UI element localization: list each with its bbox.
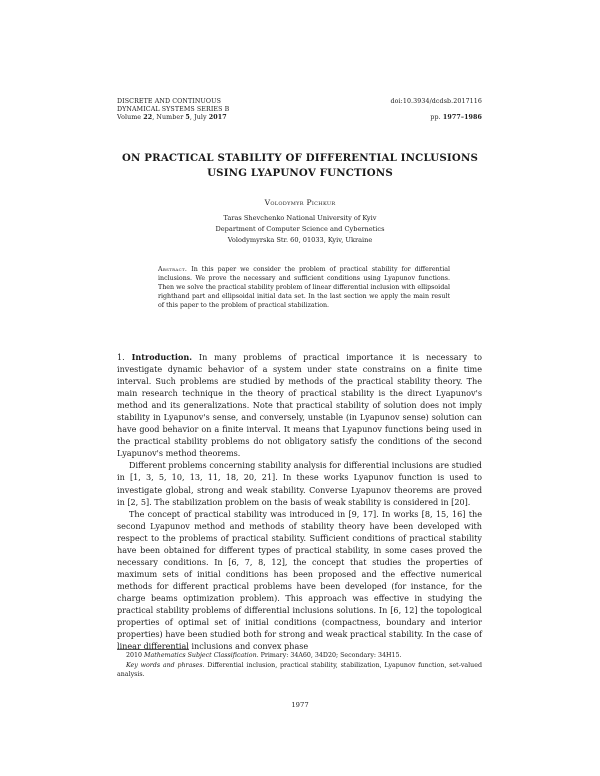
section-heading: Introduction. [131, 352, 193, 362]
section-number: 1. [117, 352, 125, 362]
author-name: Volodymyr Pichkur [264, 198, 336, 207]
msc-footnote: 2010 Mathematics Subject Classification. Primary: 34A60, 34D20; Secondary: 34H15. [126, 652, 402, 659]
journal-name-line1: DISCRETE AND CONTINUOUS [117, 98, 221, 105]
affiliation-line2: Department of Computer Science and Cybernetics [215, 225, 385, 233]
footnotes [117, 651, 482, 680]
keywords-footnote: Key words and phrases. Differential inclusion, practical stability, stabilization, Lyapunov function, set-valued analysis. [117, 661, 482, 679]
doi-block [300, 98, 482, 122]
affiliation-line1: Taras Shevchenko National University of Kyiv [223, 214, 377, 222]
affiliation-line3: Volodymyrska Str. 60, 01033, Kyiv, Ukraine [227, 236, 373, 244]
volume-line: Volume 22, Number 5, July 2017 [117, 114, 227, 122]
title-line2: USING LYAPUNOV FUNCTIONS [207, 167, 393, 179]
introduction-section [117, 351, 482, 652]
intro-paragraph-3: The concept of practical stability was introduced in [9, 17]. In works [8, 15, 16] the second Lyapunov method and methods of stability theory have been developed with respect to the problems of practical stability. Sufficient conditions of practical stability have been obtained for different types of practical stability, in some cases proved the necessary conditions. In [6, 7, 8, 12], the concept that studies the properties of maximum sets of initial conditions has been proposed and the effective numerical methods for different practical problems have been developed (for instance, for the charge beams optimization problem). This approach was effective in studying the practical stability problems of differential inclusions solutions. In [6, 12] the topological properties of optimal set of initial conditions (compactness, boundary and interior properties) have been studied both for strong and weak practical stability. In the case of linear differential inclusions and convex phase [117, 508, 482, 652]
intro-paragraph-1: 1. Introduction. In many problems of practical importance it is necessary to investigate dynamic behavior of a system under state constrains on a finite time interval. Such problems are studied by methods of the practical stability theory. The main research technique in the theory of practical stability is the direct Lyapunov's method and its generalizations. Note that practical stability of solution does not imply stability in Lyapunov's sense, and conversely, unstable (in Lyapunov sense) solution can have good behavior on a finite interval. It means that Lyapunov functions being used in the practical stability problems do not obligatory satisfy the conditions of the second Lyapunov's method theorems. [117, 352, 483, 459]
footnote-rule [117, 649, 189, 650]
intro-paragraph-2: Different problems concerning stability analysis for differential inclusions are studied in [1, 3, 5, 10, 13, 11, 18, 20, 21]. In these works Lyapunov function is used to investigate global, strong and weak stability. Converse Lyapunov theorems are proved in [2, 5]. The stabilization problem on the basis of weak stability is considered in [20]. [117, 460, 482, 507]
journal-name-line2: DYNAMICAL SYSTEMS SERIES B [117, 106, 230, 114]
page-range: pp. 1977–1986 [430, 114, 482, 122]
abstract-text: In this paper we consider the problem of practical stability for differential inclusions. We prove the necessary and sufficient conditions using Lyapunov functions. Then we solve the practical stability problem of linear differential inclusion with ellipsoidal righthand part and ellipsoidal initial data set. In the last section we apply the main result of this paper to the problem of practical stabilization. [158, 266, 450, 310]
doi: doi:10.3934/dcdsb.2017116 [390, 98, 482, 105]
journal-header [117, 98, 229, 123]
abstract-label: Abstract. [158, 266, 188, 273]
paper-title [0, 151, 600, 181]
abstract [158, 265, 450, 310]
page-number: 1977 [291, 701, 309, 709]
affiliation [0, 213, 600, 246]
title-line1: ON PRACTICAL STABILITY OF DIFFERENTIAL INCLUSIONS [121, 152, 479, 164]
